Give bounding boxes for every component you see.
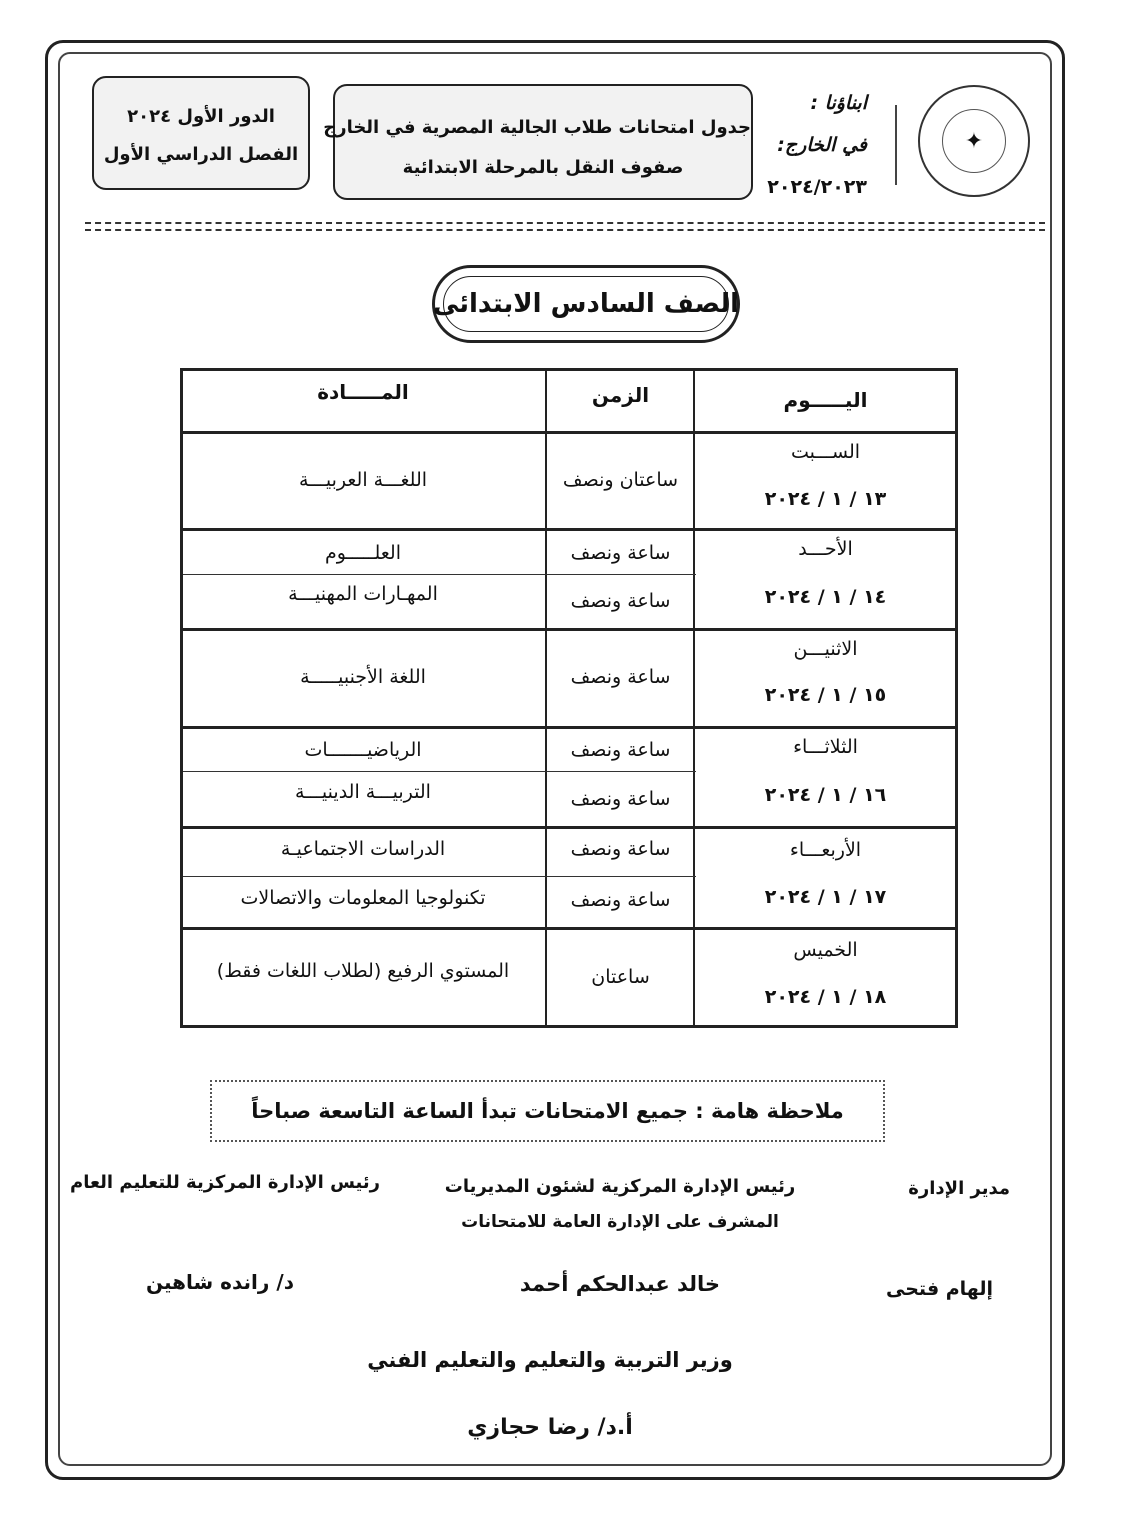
day-name: الأربعـــاء [789,839,862,861]
exam-duration: ساعة ونصف [570,838,671,860]
header-divider [895,105,897,185]
header-separator-bottom [85,229,1045,231]
exam-subject: اللغة الأجنبيـــــة [300,666,426,688]
exam-duration: ساعة ونصف [570,889,671,911]
exam-subject: الدراسات الاجتماعيـة [280,838,446,860]
day-date: ١٣ / ١ / ٢٠٢٤ [764,488,887,510]
general-education-head-name: د/ رانده شاهين [146,1270,294,1294]
exam-subject: المستوي الرفيع (لطلاب اللغات فقط) [216,960,510,982]
academic-year: ٢٠٢٤/٢٠٢٣ [767,176,867,198]
day-name: الاثنيـــن [793,638,858,660]
header-day: اليـــــوم [783,388,868,412]
semester-label: الفصل الدراسي الأول [103,144,299,165]
exam-subject: تكنولوجيا المعلومات والاتصالات [240,887,486,909]
day-name: الخميس [793,939,858,961]
exam-duration: ساعة ونصف [570,666,671,688]
director-name: إلهام فتحى [886,1278,993,1300]
exam-round-box [92,76,310,190]
exam-duration: ساعتان ونصف [562,468,679,491]
exam-duration: ساعة ونصف [570,590,671,612]
eagle-icon: ✦ [942,109,1006,173]
day-date: ١٥ / ١ / ٢٠٢٤ [764,684,887,706]
day-date: ١٤ / ١ / ٢٠٢٤ [764,586,887,608]
header-separator-top [85,222,1045,224]
schedule-title: جدول امتحانات طلاب الجالية المصرية في الخارج [323,117,751,138]
exam-duration: ساعة ونصف [570,788,671,810]
day-date: ١٨ / ١ / ٢٠٢٤ [764,986,887,1008]
exam-duration: ساعة ونصف [570,739,671,761]
exam-subject: اللغـــة العربيـــة [298,468,428,491]
day-name: الأحـــد [798,538,853,560]
minister-name: أ.د/ رضا حجازي [467,1415,633,1440]
exam-subject: العلـــــوم [325,541,401,564]
central-admin-directorates-title: رئيس الإدارة المركزية لشئون المديريات [444,1176,796,1197]
general-education-head-title: رئيس الإدارة المركزية للتعليم العام [70,1172,380,1193]
header-subject: المـــــادة [317,380,409,404]
schedule-title-box [323,84,753,200]
exam-duration: ساعتان [591,966,650,988]
day-date: ١٦ / ١ / ٢٠٢٤ [764,784,887,806]
exam-round-label: الدور الأول ٢٠٢٤ [127,106,275,127]
schedule-subtitle: صفوف النقل بالمرحلة الابتدائية [402,157,684,178]
grade-title: الصف السادس الابتدائى [432,289,740,319]
minister-title: وزير التربية والتعليم والتعليم الفني [367,1348,733,1372]
audience-line: ابناؤنا : [810,92,867,114]
schedule-table [180,368,958,1028]
director-title: مدير الإدارة [908,1178,1010,1199]
important-note: ملاحظة هامة : جميع الامتحانات تبدأ الساعة التاسعة صباحاً [210,1080,885,1142]
ministry-seal-icon [918,85,1030,197]
exams-supervisor-title: المشرف على الإدارة العامة للامتحانات [461,1212,779,1232]
exam-subject: الرياضيـــــــات [304,739,422,761]
day-date: ١٧ / ١ / ٢٠٢٤ [764,886,887,908]
grade-title-pill [432,265,740,343]
day-name: الســـبت [790,441,861,463]
central-admin-directorates-name: خالد عبدالحكم أحمد [519,1272,721,1296]
day-name: الثلاثـــاء [793,736,858,758]
abroad-line: في الخارج: [777,134,867,156]
exam-subject: المهـارات المهنيـــة [288,583,438,605]
header-time: الزمن [591,383,650,407]
exam-duration: ساعة ونصف [570,541,671,564]
exam-subject: التربيـــة الدينيـــة [295,781,431,803]
